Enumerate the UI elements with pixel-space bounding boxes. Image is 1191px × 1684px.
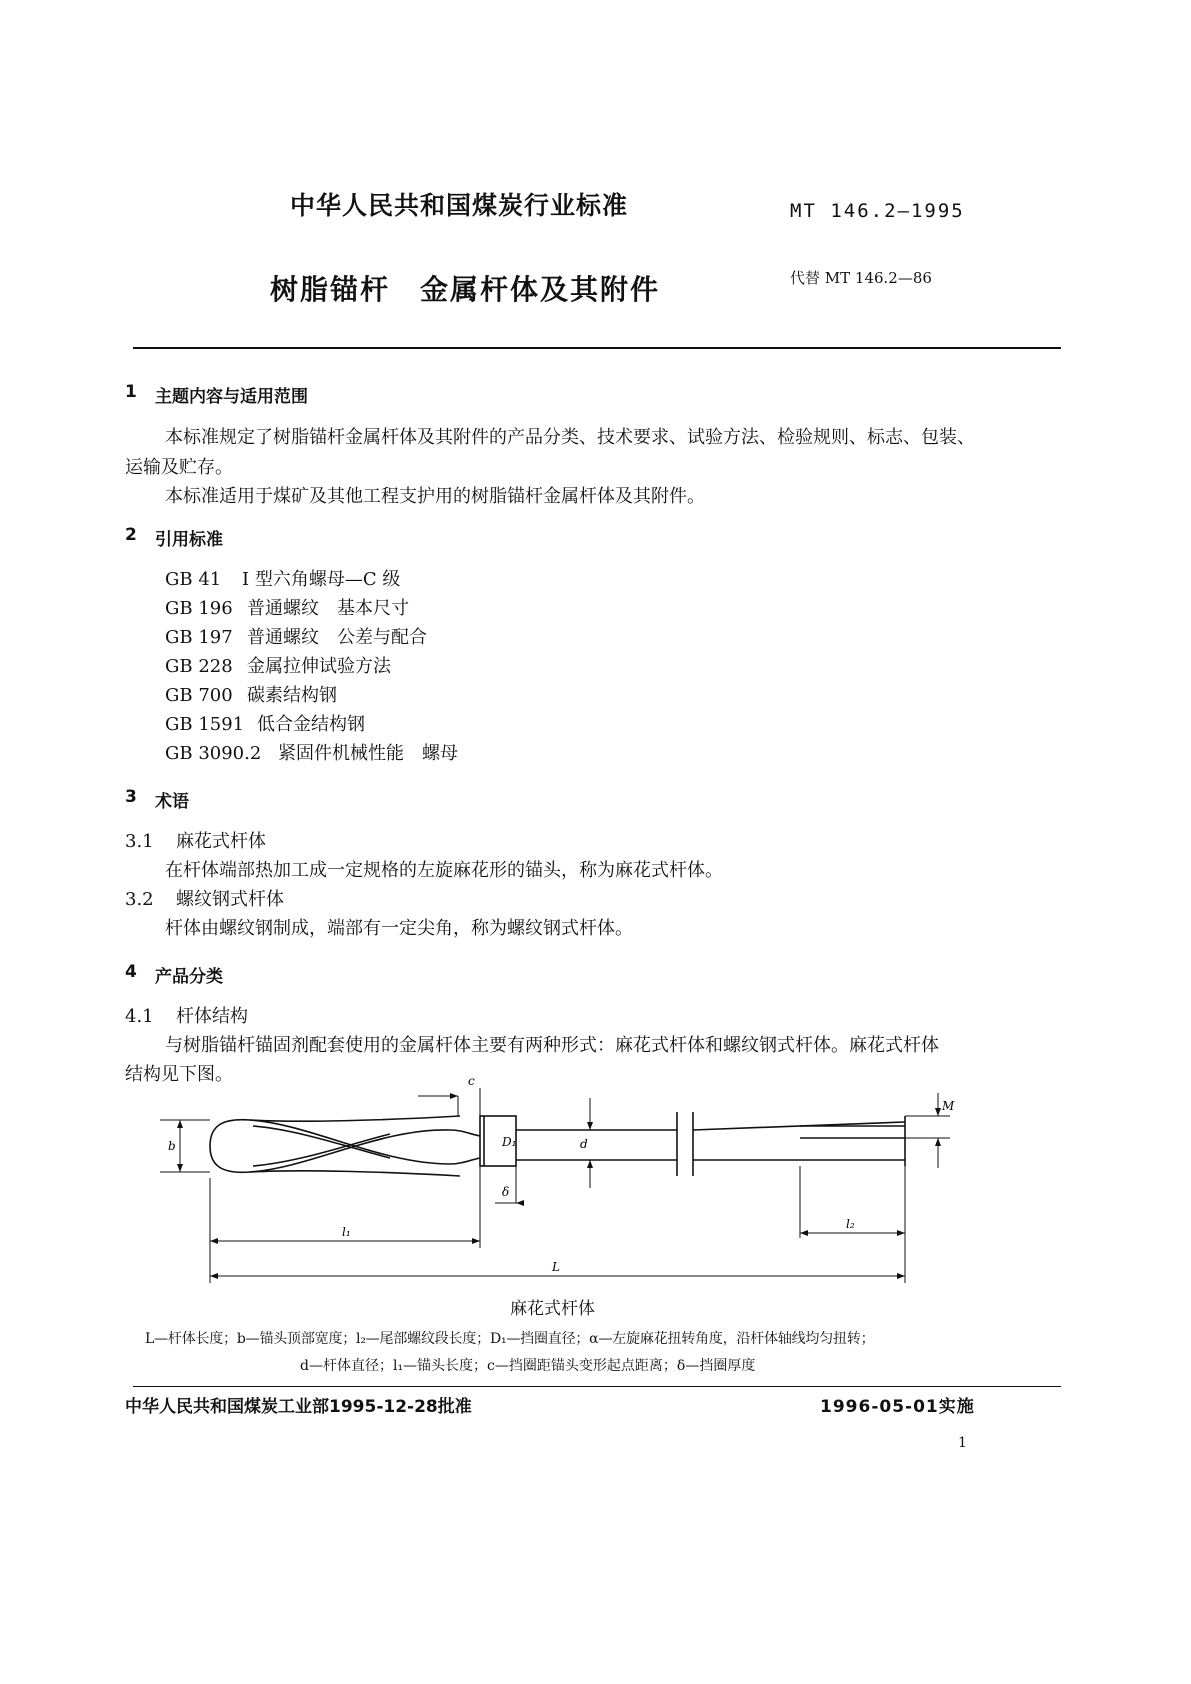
section-3-title: 术语	[155, 792, 189, 812]
section-4-title: 产品分类	[155, 967, 223, 987]
ref-name: 普通螺纹 公差与配合	[247, 627, 427, 648]
section-2-number: 2	[125, 525, 137, 545]
label-delta: δ	[502, 1185, 510, 1199]
label-d: d	[580, 1137, 588, 1151]
section-2-title: 引用标准	[155, 530, 223, 550]
ref-code: GB 1591	[165, 714, 245, 735]
approval-line: 中华人民共和国煤炭工业部1995-12-28批准	[125, 1397, 472, 1417]
section-4-1-number: 4.1	[125, 1006, 154, 1027]
bolt-drawing	[150, 1068, 980, 1308]
label-D1: D₁	[502, 1135, 517, 1149]
section-3-1-text: 在杆体端部热加工成一定规格的左旋麻花形的锚头，称为麻花式杆体。	[165, 860, 723, 881]
ref-name: 紧固件机械性能 螺母	[278, 743, 458, 764]
ref-code: GB 196	[165, 598, 233, 619]
ref-code: GB 700	[165, 685, 233, 706]
figure-legend-line2: d—杆体直径；l₁—锚头长度；c—挡圈距锚头变形起点距离；δ—挡圈厚度	[300, 1358, 756, 1374]
implementation-date: 1996-05-01实施	[820, 1397, 975, 1417]
label-L: L	[552, 1260, 560, 1274]
ref-code: GB 228	[165, 656, 233, 677]
section-3-2-number: 3.2	[125, 889, 154, 910]
replaces-note: 代替 MT 146.2—86	[790, 269, 932, 287]
page-number: 1	[958, 1435, 967, 1451]
section-1-para1-line2: 运输及贮存。	[125, 457, 233, 478]
section-4-1-title: 杆体结构	[176, 1006, 248, 1027]
label-l1: l₁	[342, 1225, 351, 1239]
section-3-number: 3	[125, 787, 137, 807]
twist-head-inner	[253, 1126, 390, 1166]
ref-name: 普通螺纹 基本尺寸	[247, 598, 409, 619]
header-rule	[133, 347, 1061, 349]
section-3-2-text: 杆体由螺纹钢制成，端部有一定尖角，称为螺纹钢式杆体。	[165, 918, 633, 939]
figure-caption: 麻花式杆体	[510, 1299, 595, 1319]
industry-standard-title: 中华人民共和国煤炭行业标准	[290, 191, 629, 220]
label-l2: l₂	[846, 1217, 855, 1231]
label-M: M	[942, 1099, 955, 1113]
section-4-number: 4	[125, 962, 137, 982]
section-1-para2: 本标准适用于煤矿及其他工程支护用的树脂锚杆金属杆体及其附件。	[165, 486, 705, 507]
label-b: b	[168, 1139, 176, 1153]
section-4-1-text-line1: 与树脂锚杆锚固剂配套使用的金属杆体主要有两种形式：麻花式杆体和螺纹钢式杆体。麻花式杆体	[165, 1035, 939, 1056]
section-1-para1-line1: 本标准规定了树脂锚杆金属杆体及其附件的产品分类、技术要求、试验方法、检验规则、标志、包装、	[165, 427, 975, 448]
document-title: 树脂锚杆 金属杆体及其附件	[270, 273, 661, 306]
ref-code: GB 197	[165, 627, 233, 648]
twist-head-upper	[210, 1116, 460, 1172]
standard-number: MT 146.2—1995	[790, 200, 965, 222]
label-c: c	[468, 1074, 475, 1088]
ref-name: 金属拉伸试验方法	[247, 656, 391, 677]
footer-rule	[133, 1386, 1061, 1387]
section-1-title: 主题内容与适用范围	[155, 387, 308, 407]
ref-name: 低合金结构钢	[257, 714, 365, 735]
figure-legend-line1: L—杆体长度；b—锚头顶部宽度；l₂—尾部螺纹段长度；D₁—挡圈直径；α—左旋麻花扭转角度，沿杆体轴线均匀扭转；	[145, 1331, 875, 1347]
ref-name: I 型六角螺母—C 级	[242, 569, 401, 590]
section-3-2-title: 螺纹钢式杆体	[176, 889, 284, 910]
section-3-1-title: 麻花式杆体	[176, 831, 266, 852]
section-4-1-text-line2: 结构见下图。	[125, 1064, 233, 1085]
section-3-1-number: 3.1	[125, 831, 154, 852]
ref-name: 碳素结构钢	[247, 685, 337, 706]
ref-code: GB 41	[165, 569, 222, 590]
section-1-number: 1	[125, 382, 137, 402]
ref-code: GB 3090.2	[165, 743, 262, 764]
